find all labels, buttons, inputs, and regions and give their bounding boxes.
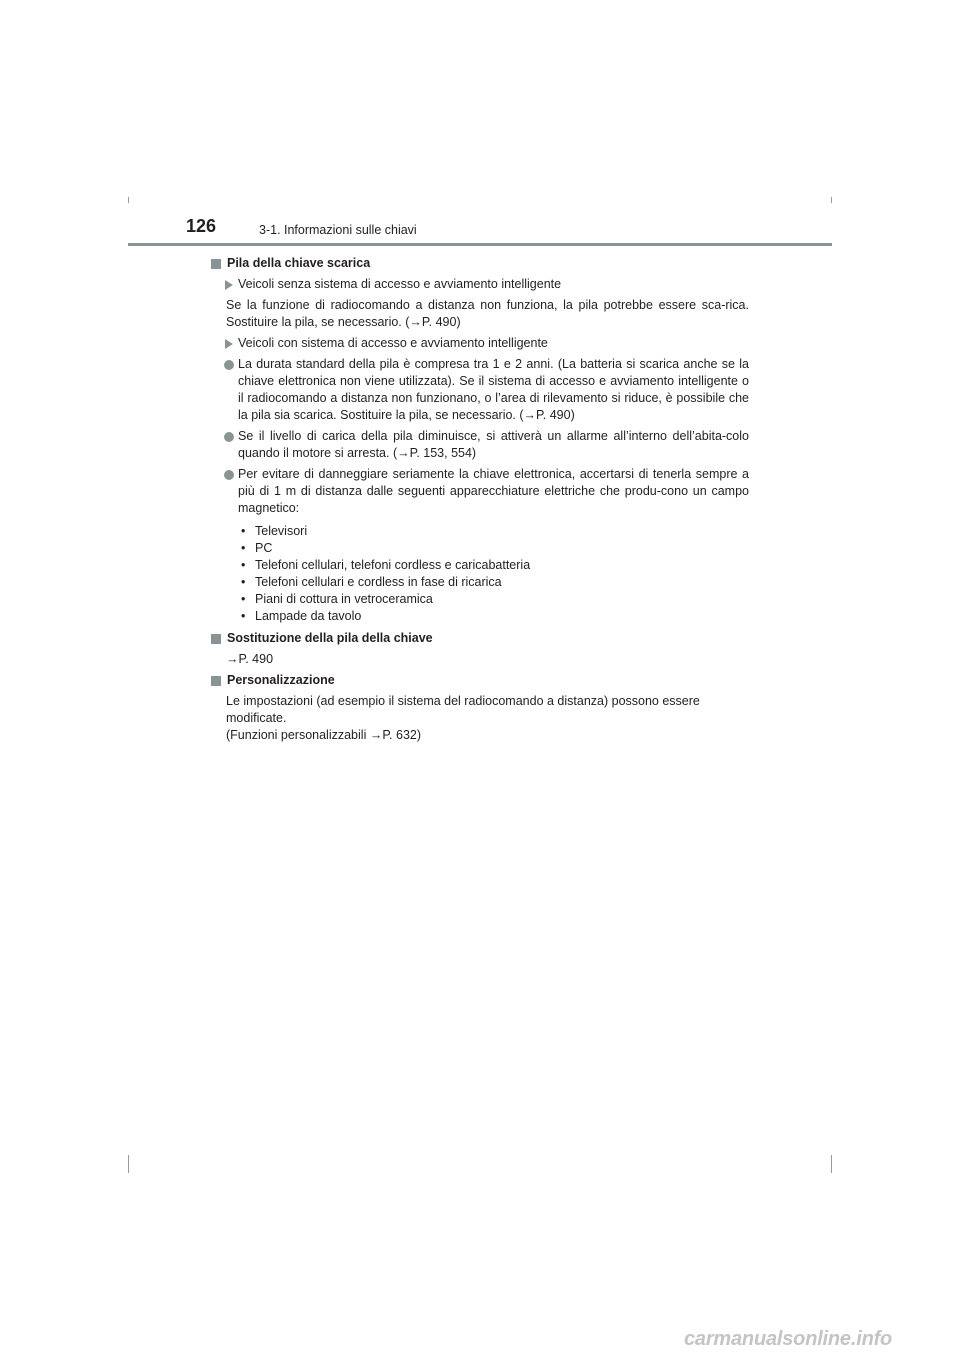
crop-mark-top-right [831, 197, 832, 203]
list-item: • Piani di cottura in vetroceramica [211, 591, 749, 608]
square-bullet-icon [211, 634, 221, 644]
square-bullet-icon [211, 676, 221, 686]
subheading-without-smart-entry [211, 276, 749, 293]
list-item: • Televisori [211, 523, 749, 540]
footer-watermark: carmanualsonline.info [684, 1328, 893, 1350]
note-magnetic-field [211, 466, 749, 517]
circle-bullet-icon [224, 470, 234, 480]
paragraph-remote-control: Se la funzione di radiocomando a distanza non funziona, la pila potrebbe essere sca-rica. Sostituire la pila, se necessario. (→P. 490) [226, 298, 749, 329]
list-item: • Telefoni cellulari, telefoni cordless e caricabatteria [211, 557, 749, 574]
page-reference-replace: →P. 490 [226, 652, 274, 666]
section-title: 3-1. Informazioni sulle chiavi [259, 223, 417, 237]
list-item: • Lampade da tavolo [211, 608, 749, 625]
note-low-battery-alarm [211, 428, 749, 462]
subheading-text: Veicoli con sistema di accesso e avviamento intelligente [238, 336, 548, 350]
note-text: La durata standard della pila è compresa tra 1 e 2 anni. (La batteria si scarica anche se la chiave elettronica non viene utilizzata). Se il sistema di accesso e avviamento intelligente o il radiocomando a distanza non funzionano, o l’area di rilevamento si riduce, è possibile che la pila sia scarica. Sostituire la pila, se necessario. (→P. 490) [238, 357, 749, 422]
page-reference-custom: (Funzioni personalizzabili →P. 632) [226, 728, 422, 742]
triangle-arrow-icon [225, 280, 233, 290]
crop-mark-bottom-left [128, 1155, 129, 1173]
square-bullet-icon [211, 259, 221, 269]
crop-mark-bottom-right [831, 1155, 832, 1173]
list-item: • PC [211, 540, 749, 557]
heading-battery [211, 255, 749, 272]
heading-customization [211, 672, 749, 689]
subheading-text: Veicoli senza sistema di accesso e avviamento intelligente [238, 277, 562, 291]
appliance-list [211, 523, 749, 625]
heading-battery-text: Pila della chiave scarica [227, 256, 371, 270]
page-content [211, 255, 749, 748]
subheading-with-smart-entry [211, 335, 749, 352]
note-text: Per evitare di danneggiare seriamente la chiave elettronica, accertarsi di tenerla sempre a più di 1 m di distanza dalle seguenti apparecchiature elettriche che produ-cono un campo magnetico: [238, 467, 749, 515]
triangle-arrow-icon [225, 339, 233, 349]
circle-bullet-icon [224, 432, 234, 442]
header-rule [128, 243, 832, 246]
note-battery-life [211, 356, 749, 424]
note-text: Se il livello di carica della pila diminuisce, si attiverà un allarme all’interno dell’abita-colo quando il motore si arresta. (→P. 153, 554) [238, 429, 749, 460]
circle-bullet-icon [224, 360, 234, 370]
heading-replace-text: Sostituzione della pila della chiave [227, 631, 433, 645]
customization-text: Le impostazioni (ad esempio il sistema del radiocomando a distanza) possono essere modificate. [226, 694, 700, 725]
heading-replace-battery [211, 630, 749, 647]
heading-customization-text: Personalizzazione [227, 673, 335, 687]
page-number: 126 [186, 216, 217, 236]
list-item: • Telefoni cellulari e cordless in fase di ricarica [211, 574, 749, 591]
crop-mark-top-left [128, 197, 129, 203]
